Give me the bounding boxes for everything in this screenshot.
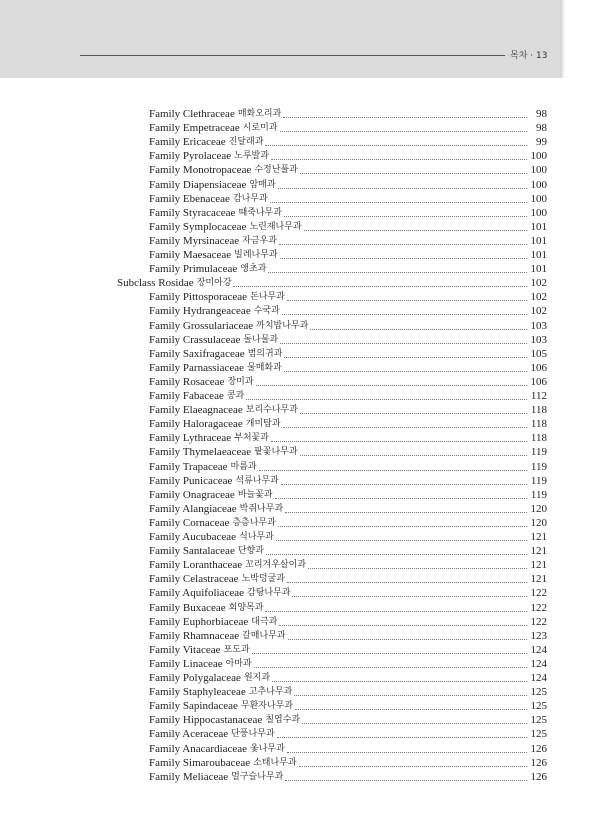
toc-family-entry <box>149 601 547 615</box>
toc-entry-korean-name: 수정난풀과 <box>254 165 298 176</box>
toc-entry-name: Family Rosaceae <box>149 375 225 388</box>
toc-entry-name: Family Meliaceae <box>149 770 229 783</box>
toc-entry-name: Family Primulaceae <box>149 263 238 276</box>
toc-family-entry <box>149 319 547 333</box>
running-head-separator: · <box>530 51 534 61</box>
toc-entry-korean-name: 수국과 <box>253 306 280 317</box>
toc-dot-leader <box>294 694 527 696</box>
toc-entry-name: Family Parnassiaceae <box>149 361 244 374</box>
header-shadow <box>560 0 565 78</box>
toc-entry-page-number: 98 <box>536 108 547 120</box>
toc-entry-korean-name: 돈나무과 <box>250 292 285 303</box>
toc-entry-page-number: 126 <box>530 742 547 755</box>
toc-dot-leader <box>275 497 527 499</box>
toc-family-entry <box>149 699 547 713</box>
toc-entry-page-number: 101 <box>530 249 547 261</box>
toc-family-entry <box>149 333 547 347</box>
toc-entry-name: Family Vitaceae <box>149 643 221 656</box>
toc-family-entry <box>149 389 547 403</box>
running-head-page-number: 13 <box>536 51 548 61</box>
toc-entry-name: Family Santalaceae <box>149 545 235 558</box>
toc-entry-korean-name: 노박덩굴과 <box>241 574 285 585</box>
toc-entry-name: Family Fabaceae <box>149 390 224 402</box>
toc-family-entry <box>149 572 547 586</box>
toc-dot-leader <box>292 595 527 597</box>
toc-dot-leader <box>246 398 527 400</box>
toc-entry-page-number: 98 <box>536 122 547 135</box>
toc-dot-leader <box>310 328 527 330</box>
toc-entry-korean-name: 석류나무과 <box>235 475 279 486</box>
toc-family-entry <box>149 417 547 431</box>
toc-entry-page-number: 118 <box>530 404 547 417</box>
toc-dot-leader <box>277 736 527 738</box>
toc-entry-page-number: 122 <box>530 587 547 600</box>
toc-entry-page-number: 105 <box>530 347 547 360</box>
toc-entry-korean-name: 멀구슬나무과 <box>231 771 284 782</box>
toc-entry-korean-name: 노린재나무과 <box>249 221 302 232</box>
toc-family-entry <box>149 530 547 544</box>
toc-entry-name: Family Styracaceae <box>149 206 236 219</box>
toc-dot-leader <box>283 116 527 118</box>
toc-dot-leader <box>282 313 527 315</box>
toc-entry-page-number: 122 <box>530 601 547 614</box>
toc-dot-leader <box>271 158 527 160</box>
toc-entry-page-number: 103 <box>530 333 547 346</box>
toc-dot-leader <box>268 271 527 273</box>
toc-family-entry <box>149 544 547 558</box>
toc-entry-page-number: 121 <box>530 545 547 558</box>
toc-entry-name: Family Hydrangeaceae <box>149 305 251 318</box>
toc-family-entry <box>149 685 547 699</box>
toc-dot-leader <box>300 172 527 174</box>
toc-family-entry <box>149 121 547 135</box>
toc-entry-name: Family Clethraceae <box>149 108 235 120</box>
toc-entry-korean-name: 원지과 <box>243 673 271 683</box>
toc-dot-leader <box>233 285 527 287</box>
toc-family-entry <box>149 178 547 192</box>
toc-entry-name: Family Elaeagnaceae <box>149 404 243 417</box>
toc-family-entry <box>149 149 547 163</box>
toc-entry-korean-name: 감나무과 <box>232 193 268 204</box>
toc-family-entry <box>149 558 547 572</box>
toc-entry-korean-name: 앵초과 <box>240 264 267 275</box>
toc-family-entry <box>149 629 547 643</box>
toc-entry-page-number: 124 <box>530 672 547 684</box>
toc-entry-page-number: 122 <box>530 615 547 628</box>
toc-entry-name: Family Diapensiaceae <box>149 178 247 191</box>
toc-dot-leader <box>270 201 527 203</box>
toc-dot-leader <box>272 680 527 682</box>
toc-dot-leader <box>279 243 527 245</box>
toc-entry-name: Family Saxifragaceae <box>149 347 245 360</box>
toc-entry-page-number: 119 <box>530 446 547 459</box>
toc-entry-page-number: 119 <box>530 474 547 487</box>
toc-entry-page-number: 100 <box>530 164 547 177</box>
toc-entry-page-number: 101 <box>530 263 547 276</box>
toc-entry-page-number: 125 <box>530 728 547 741</box>
toc-family-entry <box>149 192 547 206</box>
toc-entry-page-number: 102 <box>530 305 547 318</box>
toc-entry-name: Family Sapindaceae <box>149 700 238 713</box>
toc-entry-page-number: 102 <box>530 291 547 304</box>
toc-entry-page-number: 124 <box>530 643 547 656</box>
toc-entry-name: Subclass Rosidae <box>117 277 194 290</box>
toc-entry-korean-name: 감탕나무과 <box>247 588 291 599</box>
toc-dot-leader <box>266 553 527 555</box>
toc-entry-page-number: 101 <box>530 234 547 247</box>
toc-entry-name: Family Linaceae <box>149 657 223 670</box>
toc-entry-korean-name: 단풍나무과 <box>231 729 275 740</box>
toc-entry-name: Family Hippocastanaceae <box>149 714 263 727</box>
toc-entry-name: Family Celastraceae <box>149 573 239 586</box>
toc-family-entry <box>149 248 547 262</box>
toc-entry-korean-name: 갈매나무과 <box>242 630 286 641</box>
toc-family-entry <box>149 643 547 657</box>
toc-dot-leader <box>283 426 527 428</box>
toc-family-entry <box>149 347 547 361</box>
toc-entry-page-number: 101 <box>530 220 547 233</box>
toc-family-entry <box>149 290 547 304</box>
toc-entry-name: Family Crassulaceae <box>149 333 241 346</box>
toc-dot-leader <box>300 454 527 456</box>
toc-entry-page-number: 118 <box>530 432 547 445</box>
toc-family-entry <box>149 431 547 445</box>
toc-dot-leader <box>271 440 527 442</box>
toc-entry-page-number: 103 <box>530 319 547 332</box>
toc-entry-name: Family Onagraceae <box>149 488 235 501</box>
toc-entry-name: Family Buxaceae <box>149 601 226 614</box>
toc-entry-name: Family Aquifoliaceae <box>149 587 244 600</box>
toc-entry-page-number: 99 <box>536 136 547 149</box>
toc-dot-leader <box>285 511 527 513</box>
toc-family-entry <box>149 671 547 685</box>
toc-entry-name: Family Rhamnaceae <box>149 629 240 642</box>
toc-entry-page-number: 119 <box>530 488 547 501</box>
toc-entry-page-number: 125 <box>530 686 547 699</box>
toc-dot-leader <box>299 765 527 767</box>
toc-entry-korean-name: 물매화과 <box>247 362 282 373</box>
toc-entry-name: Family Anacardiaceae <box>149 742 248 755</box>
toc-entry-page-number: 125 <box>530 700 547 713</box>
toc-entry-name: Family Trapaceae <box>149 460 228 473</box>
toc-entry-name: Family Symplocaceae <box>149 220 247 233</box>
toc-family-entry <box>149 502 547 516</box>
toc-entry-page-number: 106 <box>530 375 547 388</box>
toc-dot-leader <box>265 144 527 146</box>
toc-entry-korean-name: 꼬리겨우살이과 <box>245 560 307 571</box>
toc-family-entry <box>149 375 547 389</box>
toc-family-entry <box>149 361 547 375</box>
toc-entry-page-number: 118 <box>530 418 547 431</box>
toc-entry-korean-name: 포도과 <box>223 644 250 655</box>
toc-dot-leader <box>259 469 527 471</box>
running-head-section: 목차 <box>510 51 528 61</box>
toc-entry-name: Family Cornaceae <box>149 516 230 529</box>
toc-entry-page-number: 100 <box>530 150 547 163</box>
toc-dot-leader <box>278 187 527 189</box>
toc-entry-korean-name: 보리수나무과 <box>245 405 298 416</box>
toc-entry-korean-name: 매화오리과 <box>237 109 282 119</box>
toc-entry-korean-name: 소태나무과 <box>253 757 297 768</box>
toc-entry-page-number: 126 <box>530 756 547 769</box>
toc-entry-korean-name: 아마과 <box>225 658 252 669</box>
toc-entry-korean-name: 때죽나무과 <box>238 207 282 218</box>
toc-dot-leader <box>288 638 527 640</box>
toc-dot-leader <box>281 483 527 485</box>
toc-entry-korean-name: 옻나무과 <box>250 743 285 754</box>
toc-entry-name: Family Aceraceae <box>149 728 229 741</box>
toc-dot-leader <box>300 412 527 414</box>
toc-family-entry <box>149 770 547 784</box>
toc-entry-name: Family Empetraceae <box>149 122 240 135</box>
toc-family-entry <box>149 445 547 459</box>
toc-entry-korean-name: 무환자나무과 <box>240 701 294 712</box>
header-rule <box>80 55 505 56</box>
toc-family-entry <box>149 742 547 756</box>
toc-entry-korean-name: 바늘꽃과 <box>237 489 273 500</box>
toc-entry-korean-name: 층층나무과 <box>232 517 276 528</box>
toc-entry-name: Family Thymelaeaceae <box>149 446 252 459</box>
toc-entry-page-number: 121 <box>530 573 547 586</box>
toc-entry-korean-name: 팥꽃나무과 <box>254 447 298 458</box>
toc-entry-korean-name: 회양목과 <box>228 602 264 613</box>
toc-entry-name: Family Loranthaceae <box>149 559 243 572</box>
toc-entry-name: Family Myrsinaceae <box>149 234 240 247</box>
toc-entry-name: Family Alangiaceae <box>149 502 237 515</box>
toc-entry-page-number: 121 <box>530 531 547 543</box>
toc-entry-name: Family Staphyleaceae <box>149 686 246 699</box>
toc-dot-leader <box>284 215 527 217</box>
toc-entry-name: Family Ericaceae <box>149 136 226 149</box>
toc-entry-page-number: 126 <box>530 770 547 783</box>
toc-entry-page-number: 124 <box>530 657 547 670</box>
toc-entry-korean-name: 부처꽃과 <box>234 433 269 444</box>
toc-family-entry <box>149 163 547 177</box>
toc-entry-name: Family Pyrolaceae <box>149 150 232 163</box>
toc-family-entry <box>149 304 547 318</box>
toc-dot-leader <box>278 525 527 527</box>
toc-entry-korean-name: 개미탑과 <box>245 419 281 430</box>
toc-entry-korean-name: 암매과 <box>249 179 276 190</box>
toc-entry-name: Family Grossulariaceae <box>149 319 254 332</box>
toc-entry-page-number: 119 <box>530 460 547 473</box>
toc-dot-leader <box>308 567 527 569</box>
toc-entry-name: Family Maesaceae <box>149 249 232 261</box>
toc-entry-name: Family Polygalaceae <box>149 672 241 684</box>
toc-entry-korean-name: 까치밥나무과 <box>256 320 309 331</box>
toc-dot-leader <box>287 299 527 301</box>
toc-family-entry <box>149 460 547 474</box>
toc-dot-leader <box>279 624 527 626</box>
toc-entry-page-number: 112 <box>530 390 547 402</box>
toc-dot-leader <box>276 539 527 541</box>
toc-entry-korean-name: 범의귀과 <box>247 348 283 359</box>
toc-family-entry <box>149 615 547 629</box>
toc-entry-korean-name: 자금우과 <box>242 235 277 246</box>
toc-family-entry <box>149 488 547 502</box>
toc-entry-name: Family Simaroubaceae <box>149 756 251 769</box>
toc-entry-korean-name: 진달래과 <box>228 137 264 148</box>
toc-dot-leader <box>254 666 527 668</box>
toc-entry-page-number: 100 <box>530 192 547 205</box>
toc-family-entry <box>149 234 547 248</box>
toc-entry-name: Family Aucubaceae <box>149 531 237 543</box>
toc-entry-korean-name: 장미과 <box>227 376 254 387</box>
toc-entry-korean-name: 빌레나무과 <box>234 250 278 260</box>
toc-entry-korean-name: 노루발과 <box>234 151 269 162</box>
toc-entry-page-number: 100 <box>530 178 547 191</box>
toc-family-entry <box>149 727 547 741</box>
toc-entry-page-number: 121 <box>530 559 547 572</box>
header-band <box>0 0 560 78</box>
toc-dot-leader <box>280 257 527 259</box>
toc-entry-page-number: 123 <box>530 629 547 642</box>
toc-entry-name: Family Monotropaceae <box>149 164 252 177</box>
toc-entry-korean-name: 시로미과 <box>242 123 278 134</box>
toc-family-entry <box>149 206 547 220</box>
toc-family-entry <box>149 474 547 488</box>
toc-dot-leader <box>304 229 527 231</box>
toc-entry-korean-name: 돌나물과 <box>243 334 279 345</box>
toc-entry-page-number: 120 <box>530 502 547 515</box>
toc-family-entry <box>149 403 547 417</box>
toc-entry-korean-name: 박쥐나무과 <box>239 503 284 514</box>
toc-family-entry <box>149 586 547 600</box>
toc-entry-korean-name: 장미아강 <box>196 278 232 289</box>
toc-family-entry <box>149 713 547 727</box>
toc-entry-name: Family Lythraceae <box>149 432 232 445</box>
toc-dot-leader <box>302 722 527 724</box>
toc-entry-name: Family Ebenaceae <box>149 192 230 205</box>
toc-family-entry <box>149 262 547 276</box>
toc-entry-page-number: 125 <box>530 714 547 727</box>
toc-entry-page-number: 106 <box>530 361 547 374</box>
toc-dot-leader <box>265 610 527 612</box>
toc-dot-leader <box>285 779 527 781</box>
toc-entry-korean-name: 콩과 <box>226 391 245 401</box>
toc-dot-leader <box>280 342 527 344</box>
toc-entry-korean-name: 고추나무과 <box>248 687 293 698</box>
toc-dot-leader <box>287 581 527 583</box>
toc-entry-korean-name: 단향과 <box>237 546 264 557</box>
toc-family-entry <box>149 220 547 234</box>
toc-family-entry <box>149 516 547 530</box>
toc-entry-korean-name: 대극과 <box>251 616 278 627</box>
toc-dot-leader <box>295 708 527 710</box>
toc-entry-name: Family Euphorbiaceae <box>149 615 249 628</box>
toc-entry-page-number: 120 <box>530 516 547 529</box>
toc-dot-leader <box>287 751 527 753</box>
toc-entry-korean-name: 마름과 <box>230 461 257 472</box>
running-head <box>510 49 560 63</box>
toc-entry-page-number: 102 <box>530 277 547 290</box>
toc-family-entry <box>149 107 547 121</box>
toc-dot-leader <box>252 652 527 654</box>
toc-entry-korean-name: 식나무과 <box>239 532 274 542</box>
toc-entry-korean-name: 칠엽수과 <box>265 715 301 726</box>
toc-entry-name: Family Punicaceae <box>149 474 233 487</box>
toc-entry-name: Family Haloragaceae <box>149 418 243 431</box>
toc-family-entry <box>149 135 547 149</box>
toc-entry-name: Family Pittosporaceae <box>149 291 248 304</box>
toc-dot-leader <box>284 356 527 358</box>
toc-subclass-entry <box>117 276 547 290</box>
toc-family-entry <box>149 657 547 671</box>
toc-dot-leader <box>284 370 527 372</box>
toc-dot-leader <box>256 384 527 386</box>
toc-family-entry <box>149 756 547 770</box>
toc-dot-leader <box>280 130 528 132</box>
toc-entry-page-number: 100 <box>530 206 547 219</box>
